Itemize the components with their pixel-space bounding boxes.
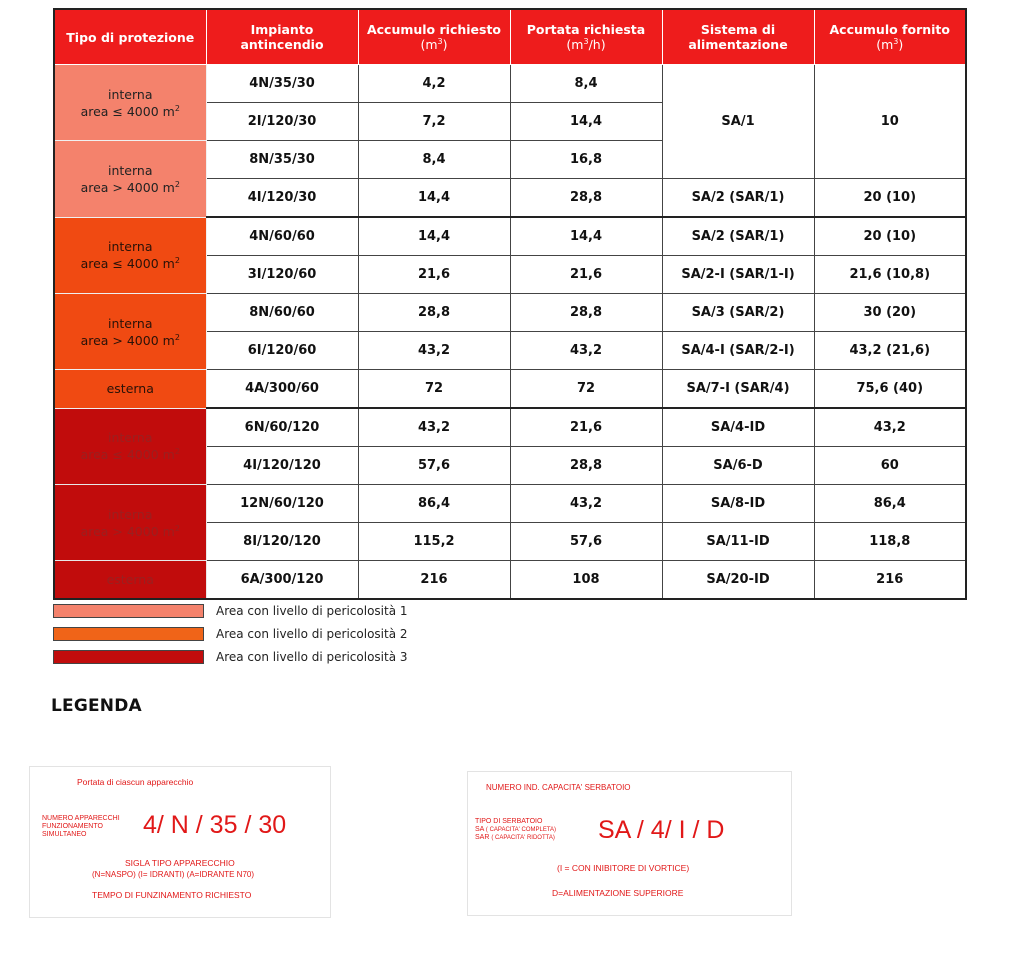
accumulo-cell: 43,2 <box>358 408 510 447</box>
portata-cell: 14,4 <box>510 103 662 141</box>
legend-title: LEGENDA <box>51 696 142 716</box>
impianto-cell: 3I/120/60 <box>206 256 358 294</box>
portata-cell: 72 <box>510 370 662 409</box>
impianto-cell: 8N/60/60 <box>206 294 358 332</box>
key-swatch-level-2 <box>53 627 204 641</box>
accumulo-cell: 7,2 <box>358 103 510 141</box>
protection-cell: interna area ≤ 4000 $m^2$ <box>54 65 206 141</box>
key-swatch-level-3 <box>53 650 204 664</box>
table-row <box>54 370 966 409</box>
fornito-cell: 75,6 (40) <box>814 370 966 409</box>
legend-sigla-detail: (N=NASPO) (I= IDRANTI) (A=IDRANTE N70) <box>92 870 255 879</box>
header-accumulo-fornito: Accumulo fornito $(m^3)$ <box>814 9 966 65</box>
portata-cell: 21,6 <box>510 256 662 294</box>
impianto-cell: 2I/120/30 <box>206 103 358 141</box>
header-tipo-protezione: Tipo di protezione <box>54 9 206 65</box>
header-impianto: Impianto antincendio <box>206 9 358 65</box>
table-header-row <box>54 9 966 65</box>
fornito-cell: 21,6 (10,8) <box>814 256 966 294</box>
sistema-cell: SA/8-ID <box>662 485 814 523</box>
impianto-cell: 8N/35/30 <box>206 141 358 179</box>
table-row <box>54 408 966 447</box>
protection-cell: interna area > 4000 $m^2$ <box>54 294 206 370</box>
key-label-level-3: Area con livello di pericolosità 3 <box>216 650 408 664</box>
legend-tempo-label: TEMPO DI FUNZINAMENTO RICHIESTO <box>92 890 252 900</box>
accumulo-cell: 115,2 <box>358 523 510 561</box>
key-swatch-level-1 <box>53 604 204 618</box>
header-accumulo-richiesto: Accumulo richiesto $(m^3)$ <box>358 9 510 65</box>
accumulo-cell: 4,2 <box>358 65 510 103</box>
fornito-cell: 20 (10) <box>814 179 966 218</box>
sistema-cell: SA/20-ID <box>662 561 814 600</box>
sistema-cell: SA/11-ID <box>662 523 814 561</box>
protection-cell: interna area > 4000 $m^2$ <box>54 485 206 561</box>
fornito-cell: 20 (10) <box>814 217 966 256</box>
impianto-cell: 4A/300/60 <box>206 370 358 409</box>
table-row <box>54 65 966 103</box>
fornito-cell: 43,2 <box>814 408 966 447</box>
impianto-cell: 6I/120/60 <box>206 332 358 370</box>
fire-protection-table <box>53 8 967 600</box>
legend-code-impianto: 4/ N / 35 / 30 <box>143 811 287 839</box>
accumulo-cell: 21,6 <box>358 256 510 294</box>
legend-box-serbatoio <box>467 771 792 916</box>
sistema-cell: SA/4-ID <box>662 408 814 447</box>
sistema-cell: SA/1 <box>662 65 814 179</box>
protection-cell: interna area > 4000 $m^2$ <box>54 141 206 218</box>
portata-cell: 28,8 <box>510 179 662 218</box>
accumulo-cell: 216 <box>358 561 510 600</box>
sistema-cell: SA/7-I (SAR/4) <box>662 370 814 409</box>
fornito-cell: 43,2 (21,6) <box>814 332 966 370</box>
impianto-cell: 4I/120/120 <box>206 447 358 485</box>
legend-code-serbatoio: SA / 4/ I / D <box>598 816 725 844</box>
protection-cell: esterna <box>54 561 206 600</box>
portata-cell: 16,8 <box>510 141 662 179</box>
legend-box-impianto <box>29 766 331 918</box>
legend-numero-apparecchi-label: NUMERO APPARECCHI FUNZIONAMENTO SIMULTANEO <box>42 815 120 838</box>
fornito-cell: 10 <box>814 65 966 179</box>
header-portata-richiesta: Portata richiesta $(m^3/h)$ <box>510 9 662 65</box>
header-sistema-alimentazione: Sistema di alimentazione <box>662 9 814 65</box>
legend-tipo-serbatoio-label: TIPO DI SERBATOIO SA ( CAPACITA' COMPLETA) SAR ( CAPACITA' RIDOTTA) <box>475 818 557 841</box>
impianto-cell: 4N/35/30 <box>206 65 358 103</box>
accumulo-cell: 28,8 <box>358 294 510 332</box>
fornito-cell: 30 (20) <box>814 294 966 332</box>
impianto-cell: 4I/120/30 <box>206 179 358 218</box>
fornito-cell: 216 <box>814 561 966 600</box>
portata-cell: 43,2 <box>510 485 662 523</box>
protection-cell: interna area ≤ 4000 $m^2$ <box>54 217 206 294</box>
portata-cell: 108 <box>510 561 662 600</box>
accumulo-cell: 8,4 <box>358 141 510 179</box>
legend-portata-label: Portata di ciascun apparecchio <box>77 777 194 787</box>
sistema-cell: SA/3 (SAR/2) <box>662 294 814 332</box>
accumulo-cell: 14,4 <box>358 217 510 256</box>
impianto-cell: 8I/120/120 <box>206 523 358 561</box>
table-row <box>54 485 966 523</box>
fornito-cell: 60 <box>814 447 966 485</box>
fornito-cell: 86,4 <box>814 485 966 523</box>
key-row-level-1 <box>53 603 408 619</box>
legend-sigla-label: SIGLA TIPO APPARECCHIO <box>125 858 235 868</box>
fornito-cell: 118,8 <box>814 523 966 561</box>
legend-inibitore-label: (I = CON INIBITORE DI VORTICE) <box>557 863 690 873</box>
sistema-cell: SA/2-I (SAR/1-I) <box>662 256 814 294</box>
sistema-cell: SA/6-D <box>662 447 814 485</box>
impianto-cell: 4N/60/60 <box>206 217 358 256</box>
portata-cell: 21,6 <box>510 408 662 447</box>
table-row <box>54 561 966 600</box>
table-row <box>54 217 966 256</box>
impianto-cell: 6N/60/120 <box>206 408 358 447</box>
accumulo-cell: 72 <box>358 370 510 409</box>
protection-cell: esterna <box>54 370 206 409</box>
accumulo-cell: 43,2 <box>358 332 510 370</box>
sistema-cell: SA/4-I (SAR/2-I) <box>662 332 814 370</box>
portata-cell: 28,8 <box>510 294 662 332</box>
sistema-cell: SA/2 (SAR/1) <box>662 217 814 256</box>
key-label-level-1: Area con livello di pericolosità 1 <box>216 604 408 618</box>
portata-cell: 8,4 <box>510 65 662 103</box>
accumulo-cell: 14,4 <box>358 179 510 218</box>
key-row-level-2 <box>53 626 408 642</box>
impianto-cell: 6A/300/120 <box>206 561 358 600</box>
impianto-cell: 12N/60/120 <box>206 485 358 523</box>
legend-numero-capacita-label: NUMERO IND. CAPACITA' SERBATOIO <box>486 783 631 792</box>
portata-cell: 14,4 <box>510 217 662 256</box>
sistema-cell: SA/2 (SAR/1) <box>662 179 814 218</box>
portata-cell: 43,2 <box>510 332 662 370</box>
table-row <box>54 294 966 332</box>
accumulo-cell: 86,4 <box>358 485 510 523</box>
protection-cell: interna area ≤ 4000 $m^2$ <box>54 408 206 485</box>
legend-alimentazione-label: D=ALIMENTAZIONE SUPERIORE <box>552 888 684 898</box>
portata-cell: 28,8 <box>510 447 662 485</box>
key-label-level-2: Area con livello di pericolosità 2 <box>216 627 408 641</box>
key-row-level-3 <box>53 649 408 665</box>
portata-cell: 57,6 <box>510 523 662 561</box>
accumulo-cell: 57,6 <box>358 447 510 485</box>
